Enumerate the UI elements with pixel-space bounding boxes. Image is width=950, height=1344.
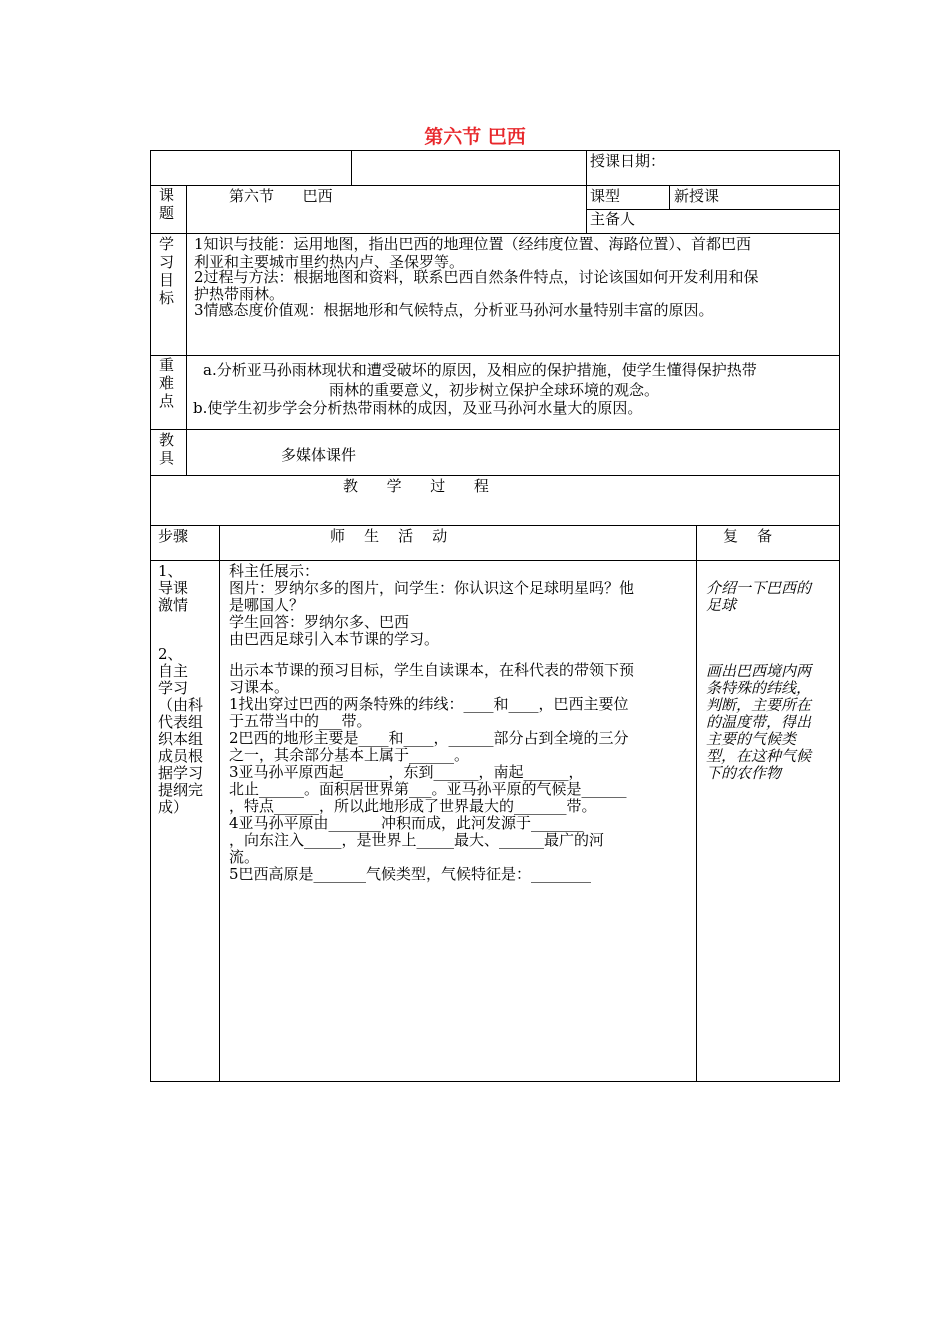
activity-line: ，向东注入_____，是世界上_____最大、______最广的河: [229, 831, 605, 849]
step-line: 据学习: [158, 764, 204, 782]
activity-line: 科主任展示：: [229, 562, 320, 580]
step-line: 成员根: [158, 747, 204, 765]
activity-line: ，特点______，所以此地形成了世界最大的_______带。: [229, 797, 597, 815]
note-line: 画出巴西境内两: [706, 662, 812, 680]
step-line: 2、: [158, 645, 183, 663]
activity-line: 2巴西的地形主要是____和____，______部分占到全境的三分: [229, 729, 629, 747]
tools-value: 多媒体课件: [281, 446, 357, 464]
topic-label: 课题: [159, 186, 175, 222]
page-title: 第六节 巴西: [424, 126, 526, 148]
activity-line: 出示本节课的预习目标，学生自读课本，在科代表的带领下预: [229, 661, 635, 679]
step-line: （由科: [158, 696, 204, 714]
activity-line: 1找出穿过巴西的两条特殊的纬线：____和____，巴西主要位: [229, 695, 629, 713]
note-line: 介绍一下巴西的: [706, 579, 812, 597]
activity-line: 5巴西高原是_______气候类型，气候特征是：________: [229, 865, 592, 883]
objective-line: 利亚和主要城市里约热内卢、圣保罗等。: [194, 253, 465, 271]
objective-line: 3情感态度价值观：根据地形和气候特点，分析亚马孙河水量特别丰富的原因。: [194, 301, 714, 319]
date-label: 授课日期：: [590, 152, 666, 170]
activity-line: 流。: [229, 848, 260, 866]
activity-line: 4亚马孙平原由_______冲积而成，此河发源于_______: [229, 814, 584, 832]
key-point-line: b.使学生初步学会分析热带雨林的成因，及亚马孙河水量大的原因。: [193, 399, 643, 417]
key-point-line: 雨林的重要意义，初步树立保护全球环境的观念。: [329, 381, 660, 399]
preparer-label: 主备人: [590, 210, 636, 228]
note-line: 的温度带，得出: [706, 713, 812, 731]
activity-line: 学生回答：罗纳尔多、巴西: [229, 613, 410, 631]
activity-line: 3亚马孙平原西起______，东到______，南起______，: [229, 763, 584, 781]
tools-label: 教具: [159, 431, 175, 467]
step-line: 自主: [158, 662, 189, 680]
key-points-label: 重难点: [159, 356, 175, 410]
note-line: 型，在这种气候: [706, 747, 812, 765]
objective-line: 护热带雨林。: [194, 285, 285, 303]
activity-line: 由巴西足球引入本节课的学习。: [229, 630, 440, 648]
objective-line: 2过程与方法：根据地图和资料，联系巴西自然条件特点，讨论该国如何开发利用和保: [194, 268, 759, 286]
key-point-line: a.分析亚马孙雨林现状和遭受破坏的原因，及相应的保护措施，使学生懂得保护热带: [203, 361, 757, 379]
process-heading: 教 学 过 程: [343, 477, 489, 495]
note-line: 足球: [706, 596, 737, 614]
step-line: 提纲完: [158, 781, 204, 799]
step-line: 导课: [158, 579, 189, 597]
step-line: 1、: [158, 562, 183, 580]
objectives-label: 学习目标: [159, 235, 175, 307]
activity-line: 习课本。: [229, 678, 290, 696]
activity-line: 于五带当中的___带。: [229, 712, 372, 730]
type-value: 新授课: [674, 187, 720, 205]
activities-header: 师 生 活 动: [330, 527, 448, 545]
activity-line: 图片：罗纳尔多的图片，问学生：你认识这个足球明星吗？他: [229, 579, 635, 597]
activity-line: 是哪国人？: [229, 596, 305, 614]
step-line: 激情: [158, 596, 189, 614]
notes-header: 复 备: [723, 527, 773, 545]
objective-line: 1知识与技能：运用地图，指出巴西的地理位置（经纬度位置、海路位置）、首都巴西: [194, 235, 752, 253]
note-line: 判断，主要所在: [706, 696, 812, 714]
step-line: 学习: [158, 679, 189, 697]
note-line: 下的农作物: [706, 764, 782, 782]
step-line: 成）: [158, 798, 189, 816]
note-line: 条特殊的纬线，: [706, 679, 812, 697]
topic-value: 第六节 巴西: [229, 187, 333, 205]
steps-header: 步骤: [158, 527, 189, 545]
type-label: 课型: [590, 187, 621, 205]
activity-line: 北止______。面积居世界第___。亚马孙平原的气候是______: [229, 780, 627, 798]
activity-line: 之一，其余部分基本上属于______。: [229, 746, 470, 764]
step-line: 代表组: [158, 713, 204, 731]
note-line: 主要的气候类: [706, 730, 797, 748]
step-line: 织本组: [158, 730, 204, 748]
